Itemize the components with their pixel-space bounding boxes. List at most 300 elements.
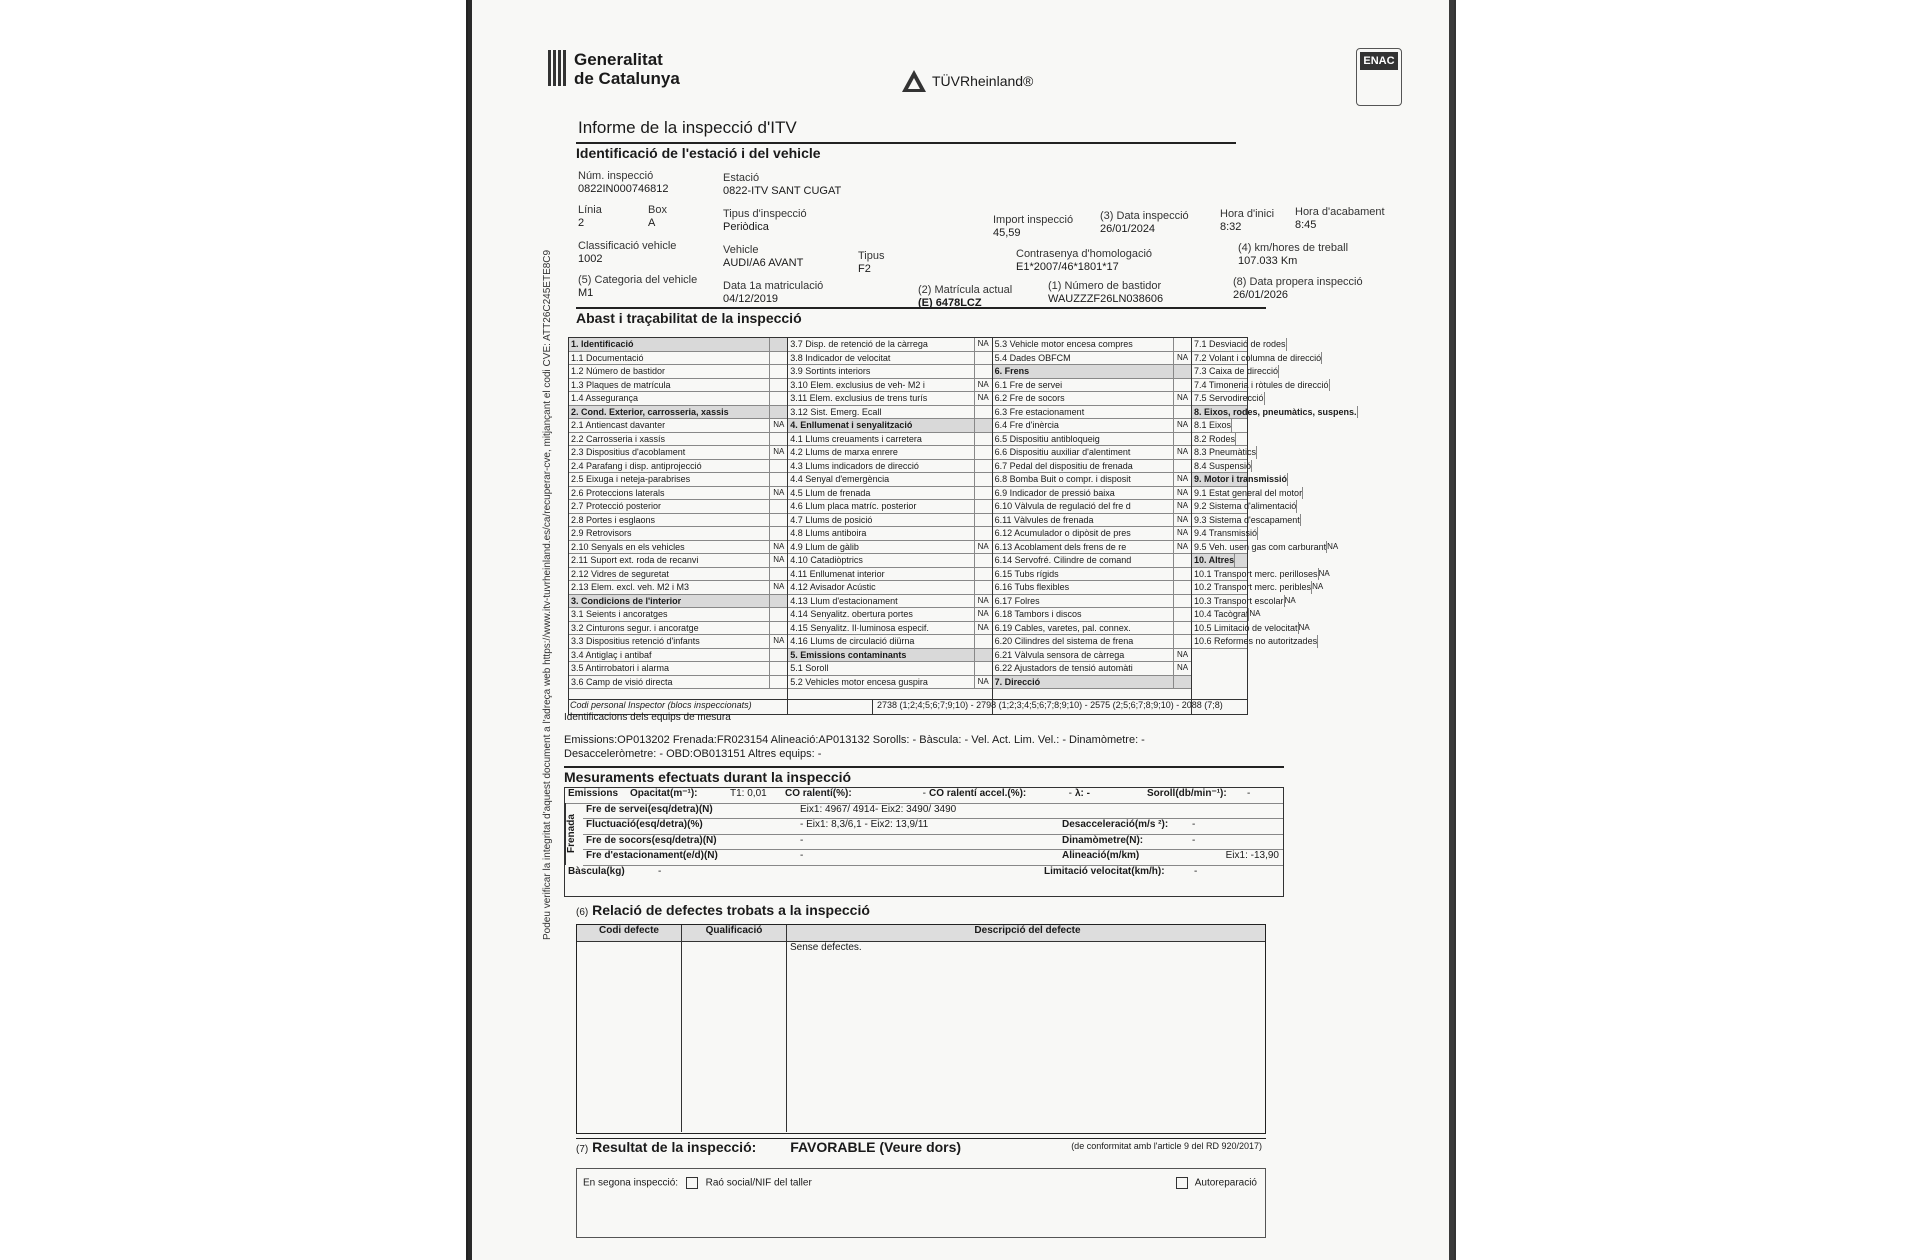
abast-item-label: 8. Eixos, rodes, pneumàtics, suspens. (1194, 406, 1357, 417)
inspector-code-value: 2738 (1;2;4;5;6;7;9;10) - 2798 (1;2;3;4;5;6;7;8;9;10) - 2575 (2;5;6;7;8;9;10) - 2088 (7;8) (877, 700, 1223, 710)
abast-item (569, 622, 787, 636)
alineacio-value: Eix1: -13,90 (1225, 850, 1279, 861)
abast-item (788, 568, 991, 582)
abast-item-label: 6.10 Vàlvula de regulació del fre d (994, 501, 1131, 511)
abast-item-label: 6.12 Acumulador o dipòsit de pres (994, 528, 1131, 538)
abast-item-status (974, 662, 992, 675)
abast-item-status: NA (1326, 541, 1338, 554)
abast-item (569, 635, 787, 649)
abast-item (788, 487, 991, 501)
abast-item-status (769, 500, 787, 513)
inspector-code-label: Codi personal Inspector (blocs inspeccionats) (568, 700, 873, 715)
abast-item-status (1257, 527, 1258, 540)
abast-item (788, 608, 991, 622)
abast-item-status (1173, 379, 1191, 392)
abast-item-status (1173, 568, 1191, 581)
abast-item (788, 649, 991, 663)
abast-item-label: 4. Enllumenat i senyalització (790, 420, 913, 430)
defects-codi-cell (577, 942, 682, 1132)
data-label: (3) Data inspecció (1100, 210, 1189, 222)
abast-item-label: 3.7 Disp. de retenció de la càrrega (790, 339, 928, 349)
abast-item-label: 3.9 Sortints interiors (790, 366, 871, 376)
abast-item-status (974, 554, 992, 567)
abast-item (788, 541, 991, 555)
abast-item-label: 9.3 Sistema d'escapament (1194, 514, 1300, 525)
abast-item-label: 7. Direcció (994, 676, 1041, 687)
abast-item-status (974, 500, 992, 513)
abast-item-label: 2. Cond. Exterior, carrosseria, xassis (571, 406, 729, 417)
emissions-label: Emissions (568, 788, 619, 799)
abast-item (993, 473, 1191, 487)
abast-item-label: 3.11 Elem. exclusius de trens turís (790, 393, 928, 403)
abast-item-label: 4.12 Avisador Acústic (790, 582, 876, 592)
abast-item (1192, 338, 1286, 352)
bastidor-value: WAUZZZF26LN038606 (1048, 293, 1164, 305)
abast-item (993, 608, 1191, 622)
abast-item-status (974, 460, 992, 473)
abast-item-status (1234, 554, 1247, 567)
estacio-label: Estació (723, 172, 760, 184)
abast-item (569, 662, 787, 676)
abast-item (1192, 595, 1296, 609)
abast-item (788, 500, 991, 514)
defects-table (576, 924, 1266, 1134)
bascula-label: Bàscula(kg) (568, 865, 625, 877)
abast-item (1192, 541, 1339, 555)
abast-item-status (974, 581, 992, 594)
abast-item-label: 3.12 Sist. Emerg. Ecall (790, 406, 882, 417)
abast-item (993, 635, 1191, 649)
abast-item-label: 6.22 Ajustadors de tensió automàti (994, 663, 1133, 673)
matricula-label: (2) Matrícula actual (918, 284, 1013, 296)
abast-item-status: NA (1173, 541, 1191, 554)
abast-item (788, 433, 991, 447)
abast-item-status (1302, 487, 1303, 500)
matricula-value: (E) 6478LCZ (918, 297, 982, 309)
fre-socors-row (583, 835, 1283, 851)
abast-item-status: NA (769, 581, 787, 594)
limitacio-value: - (1194, 865, 1198, 877)
data-value: 26/01/2024 (1100, 223, 1156, 235)
abast-item (993, 541, 1191, 555)
abast-item-label: 9.1 Estat general del motor (1194, 487, 1303, 498)
abast-item-label: 10.5 Limitació de velocitat (1194, 622, 1298, 633)
segona-label: En segona inspecció: (583, 1177, 679, 1189)
fluctuacio-label: Fluctuació(esq/detra)(%) (586, 819, 703, 830)
data-mat-label: Data 1a matriculació (723, 280, 824, 292)
contrasenya-value: E1*2007/46*1801*17 (1016, 261, 1119, 273)
dinamometre-label: Dinamòmetre(N): (1062, 834, 1144, 846)
abast-item (569, 676, 787, 690)
abast-item (1192, 568, 1330, 582)
abast-item-status (1173, 581, 1191, 594)
co-ralenti-label: CO ralentí(%): (785, 788, 852, 799)
abast-item-label: 5.2 Vehicles motor encesa guspira (790, 676, 928, 687)
abast-item-label: 9.5 Veh. usen gas com carburant (1194, 541, 1327, 552)
abast-item (993, 649, 1191, 663)
abast-item-status (1256, 446, 1257, 459)
abast-item-status (1286, 338, 1287, 351)
abast-item-status: NA (974, 608, 992, 621)
fre-estac-label: Fre d'estacionament(e/d)(N) (586, 850, 718, 861)
abast-item-status: NA (1318, 568, 1330, 581)
taller-checkbox[interactable] (686, 1177, 698, 1189)
generalitat-emblem-icon (548, 50, 566, 86)
org-line2: de Catalunya (574, 69, 680, 88)
abast-item (993, 554, 1191, 568)
abast-item-label: 1.1 Documentació (571, 352, 644, 363)
defects-col-codi: Codi defecte (577, 925, 682, 941)
abast-item-label: 6.2 Fre de socors (994, 393, 1065, 403)
abast-item-label: 8.3 Pneumàtics (1194, 447, 1257, 457)
abast-item-label: 1.4 Assegurança (571, 393, 639, 403)
abast-item (569, 500, 787, 514)
vehicle-label: Vehicle (723, 244, 759, 256)
abast-item-label: 6.7 Pedal del dispositiu de frenada (994, 460, 1133, 471)
abast-item-status (769, 527, 787, 540)
abast-item (569, 527, 787, 541)
abast-item-label: 9. Motor i transmissió (1194, 474, 1288, 484)
abast-item-status (769, 392, 787, 405)
abast-item (1192, 460, 1252, 474)
propera-value: 26/01/2026 (1233, 289, 1289, 301)
abast-item-status (769, 649, 787, 662)
abast-item-status: NA (974, 541, 992, 554)
limitacio-label: Limitació velocitat(km/h): (1044, 865, 1165, 877)
abast-item-label: 3.10 Elem. exclusius de veh- M2 i (790, 379, 925, 390)
abast-item (993, 527, 1191, 541)
abast-item-label: 8.2 Rodes (1194, 433, 1236, 444)
abast-item-status: NA (769, 554, 787, 567)
import-value: 45,59 (993, 227, 1021, 239)
abast-col-2 (788, 338, 992, 714)
fre-servei-value: Eix1: 4967/ 4914- Eix2: 3490/ 3490 (800, 803, 957, 815)
resultat-number: (7) (576, 1144, 589, 1155)
abast-item-status: NA (1248, 608, 1260, 621)
abast-item-status: NA (769, 541, 787, 554)
abast-item-label: 6.20 Cilindres del sistema de frena (994, 636, 1134, 646)
abast-item-status (974, 635, 992, 648)
abast-item (993, 365, 1191, 379)
paper-right-edge (1449, 0, 1454, 1260)
abast-item (1192, 446, 1257, 460)
abast-item-label: 6.8 Bomba Buit o compr. i disposit (994, 474, 1131, 484)
categoria-label: (5) Categoria del vehicle (578, 274, 698, 286)
abast-item-label: 2.1 Antiencast davanter (571, 420, 666, 430)
abast-item (788, 662, 991, 676)
abast-item-label: 7.4 Timoneria i ròtules de direcció (1194, 379, 1329, 390)
autoreparacio-checkbox[interactable] (1176, 1177, 1188, 1189)
abast-item (993, 500, 1191, 514)
abast-item-status (1173, 433, 1191, 446)
abast-item-status (974, 446, 992, 459)
abast-item (569, 649, 787, 663)
abast-item-status (1173, 406, 1191, 419)
abast-item (993, 676, 1191, 690)
abast-item (993, 581, 1191, 595)
abast-item-label: 6.13 Acoblament dels frens de re (994, 541, 1127, 552)
data-mat-value: 04/12/2019 (723, 293, 779, 305)
abast-item (788, 460, 991, 474)
abast-item-label: 3.6 Camp de visió directa (571, 676, 673, 687)
abast-item-label: 4.5 Llum de frenada (790, 487, 871, 498)
equips-line-2: Desacceleròmetre: - OBD:OB013151 Altres equips: - (564, 748, 822, 760)
abast-item-label: 7.5 Servodirecció (1194, 393, 1264, 403)
desacc-value: - (1192, 819, 1196, 830)
tipus-insp-label: Tipus d'inspecció (723, 208, 807, 220)
linia-value: 2 (578, 217, 585, 229)
abast-item-status: NA (1173, 487, 1191, 500)
abast-item-label: 4.9 Llum de gàlib (790, 541, 859, 552)
abast-item-status (769, 622, 787, 635)
abast-item-label: 5.4 Dades OBFCM (994, 352, 1071, 363)
hora-ini-value: 8:32 (1220, 221, 1242, 233)
fre-servei-label: Fre de servei(esq/detra)(N) (586, 803, 713, 815)
abast-item-label: 6.21 Vàlvula sensora de càrrega (994, 649, 1125, 660)
abast-col-1 (569, 338, 788, 714)
abast-item-status (974, 527, 992, 540)
abast-item-label: 6.6 Dispositiu auxiliar d'alentiment (994, 447, 1131, 457)
abast-item-status (974, 568, 992, 581)
enac-logo (1356, 48, 1402, 106)
co-ralenti-value: - (922, 788, 926, 799)
abast-item-status: NA (769, 419, 787, 432)
hora-fi-value: 8:45 (1295, 219, 1317, 231)
abast-item (569, 541, 787, 555)
abast-item (788, 379, 991, 393)
abast-item-status: NA (1173, 514, 1191, 527)
abast-item-status: NA (1173, 446, 1191, 459)
defects-col-desc: Descripció del defecte (974, 925, 1081, 936)
abast-item (1192, 365, 1279, 379)
abast-item (569, 352, 787, 366)
abast-item (788, 406, 991, 420)
fre-socors-label: Fre de socors(esq/detra)(N) (586, 834, 717, 846)
abast-item (569, 487, 787, 501)
abast-item (993, 622, 1191, 636)
abast-item-label: 2.5 Eixuga i neteja-parabrises (571, 474, 691, 484)
abast-item (788, 446, 991, 460)
abast-item-label: 8.1 Eixos (1194, 420, 1232, 430)
second-inspection-box (576, 1168, 1266, 1238)
bascula-value: - (658, 865, 662, 877)
abast-item-label: 1. Identificació (571, 339, 634, 349)
abast-item-label: 4.6 Llum placa matríc. posterior (790, 501, 917, 511)
defects-body (577, 942, 1265, 1132)
abast-item (1192, 473, 1288, 487)
tipus-insp-value: Periòdica (723, 221, 769, 233)
abast-item-label: 3. Condicions de l'interior (571, 595, 682, 606)
abast-item-status (769, 473, 787, 486)
abast-item-status (974, 433, 992, 446)
abast-item (993, 568, 1191, 582)
abast-item-label: 7.1 Desviació de rodes (1194, 339, 1286, 349)
abast-item (788, 527, 991, 541)
abast-item-status (769, 662, 787, 675)
abast-item-status (769, 568, 787, 581)
abast-item-label: 2.2 Carrosseria i xassís (571, 433, 666, 444)
auto-label: Autoreparació (1194, 1177, 1257, 1189)
abast-item-label: 5.3 Vehicle motor encesa compres (994, 339, 1133, 349)
abast-item (1192, 487, 1303, 501)
abast-item-label: 10.4 Tacògraf (1194, 609, 1249, 619)
opacitat-label: Opacitat(m⁻¹): (630, 788, 698, 799)
abast-item-status (1173, 554, 1191, 567)
abast-grid (568, 337, 1357, 715)
co-accel-label: CO ralentí accel.(%): (929, 788, 1027, 799)
abast-item (1192, 406, 1357, 420)
hora-fi-label: Hora d'acabament (1295, 206, 1385, 218)
tipus-value: F2 (858, 263, 871, 275)
inspection-report-sheet (468, 0, 1454, 1260)
abast-item-label: 2.10 Senyals en els vehicles (571, 541, 685, 552)
abast-item (569, 608, 787, 622)
abast-item (788, 581, 991, 595)
abast-item (1192, 554, 1247, 568)
num-value: 0822IN000746812 (578, 183, 669, 195)
soroll-label: Soroll(db/min⁻¹): (1147, 788, 1227, 799)
linia-label: Línia (578, 204, 602, 216)
section-mesures-title: Mesuraments efectuats durant la inspecció (564, 766, 1284, 785)
abast-item-label: 6.19 Cables, varetes, pal. connex. (994, 622, 1131, 633)
abast-item (569, 379, 787, 393)
num-label: Núm. inspecció (578, 170, 654, 182)
abast-item-status (974, 419, 992, 432)
abast-item-status (1173, 676, 1191, 689)
abast-item (569, 338, 787, 352)
abast-item (993, 433, 1191, 447)
dinamometre-value: - (1192, 834, 1196, 846)
abast-item-status: NA (1284, 595, 1296, 608)
measurements-table (564, 787, 1284, 897)
abast-item-label: 5. Emissions contaminants (790, 649, 907, 660)
abast-item (788, 473, 991, 487)
abast-item-label: 6.14 Servofré. Cilindre de comand (994, 555, 1132, 565)
abast-item-label: 6.16 Tubs flexibles (994, 582, 1070, 592)
abast-item (569, 568, 787, 582)
abast-item (993, 446, 1191, 460)
abast-item-label: 6.4 Fre d'inèrcia (994, 420, 1059, 430)
contrasenya-label: Contrasenya d'homologació (1016, 248, 1153, 260)
tuv-label: TÜVRheinland® (932, 73, 1034, 89)
resultat-note: (de conformitat amb l'article 9 del RD 920/2017) (1071, 1141, 1262, 1151)
abast-item-status: NA (974, 676, 992, 689)
estacio-value: 0822-ITV SANT CUGAT (723, 185, 842, 197)
abast-item-label: 10.1 Transport merc. perilloses (1194, 568, 1318, 579)
abast-item (993, 487, 1191, 501)
abast-item-status (974, 406, 992, 419)
abast-item-label: 7.3 Caixa de direcció (1194, 366, 1279, 376)
abast-item-status (1251, 460, 1252, 473)
categoria-value: M1 (578, 287, 594, 299)
rao-label: Raó social/NIF del taller (705, 1177, 812, 1189)
abast-item (993, 662, 1191, 676)
abast-item (569, 365, 787, 379)
abast-item (1192, 500, 1297, 514)
abast-item-status (769, 365, 787, 378)
abast-item (993, 379, 1191, 393)
abast-item-status: NA (769, 635, 787, 648)
paper-left-edge (468, 0, 472, 1260)
abast-item-status (974, 487, 992, 500)
abast-item (569, 460, 787, 474)
bastidor-label: (1) Número de bastidor (1048, 280, 1162, 292)
abast-item-status: NA (769, 487, 787, 500)
import-label: Import inspecció (993, 214, 1074, 226)
abast-item-status (769, 338, 787, 351)
abast-item-status: NA (1173, 662, 1191, 675)
abast-item-label: 2.7 Protecció posterior (571, 501, 662, 511)
km-value: 107.033 Km (1238, 255, 1298, 267)
abast-item (1192, 635, 1318, 649)
abast-item-label: 2.4 Parafang i disp. antiprojecció (571, 460, 702, 471)
abast-item-status (974, 514, 992, 527)
abast-item-label: 3.4 Antiglaç i antibaf (571, 649, 652, 660)
abast-item-label: 9.4 Transmissió (1194, 528, 1258, 538)
org-line1: Generalitat (574, 50, 663, 69)
abast-col-3 (993, 338, 1192, 714)
propera-label: (8) Data propera inspecció (1233, 276, 1363, 288)
abast-item-label: 10.3 Transport escolar (1194, 595, 1284, 606)
abast-item-status: NA (1173, 649, 1191, 662)
abast-item-status (769, 379, 787, 392)
alineacio-label: Alineació(m/km) (1062, 850, 1140, 861)
abast-item-status (1173, 338, 1191, 351)
abast-item-label: 3.5 Antirrobatori i alarma (571, 663, 670, 673)
soroll-value: - (1247, 788, 1251, 799)
abast-item-status: NA (1173, 473, 1191, 486)
abast-item-status (1173, 365, 1191, 378)
equips-line-1: Emissions:OP013202 Frenada:FR023154 Alineació:AP013132 Sorolls: - Bàscula: - Vel. Act. Lim. Vel.: - Dinamòmetre: - (564, 734, 1145, 746)
abast-item (569, 406, 787, 420)
vehicle-value: AUDI/A6 AVANT (723, 257, 804, 269)
abast-item-label: 3.8 Indicador de velocitat (790, 352, 891, 363)
abast-item (569, 392, 787, 406)
abast-item (1192, 392, 1264, 406)
abast-item-label: 9.2 Sistema d'alimentació (1194, 501, 1297, 511)
desacc-label: Desacceleració(m/s ²): (1062, 819, 1169, 830)
abast-item-label: 2.11 Suport ext. roda de recanvi (571, 555, 699, 565)
hora-ini-label: Hora d'inici (1220, 208, 1275, 220)
abast-item (993, 406, 1191, 420)
abast-item (993, 419, 1191, 433)
abast-item (788, 514, 991, 528)
lambda-label: λ: - (1075, 788, 1090, 799)
abast-item-label: 4.7 Llums de posició (790, 514, 873, 525)
abast-item (569, 595, 787, 609)
abast-item-label: 2.8 Portes i esglaons (571, 514, 656, 525)
bascula-row (565, 866, 1283, 882)
abast-item (993, 460, 1191, 474)
abast-item (569, 473, 787, 487)
abast-item-status (1317, 635, 1318, 648)
abast-item-status (769, 433, 787, 446)
abast-item-label: 4.2 Llums de marxa enrere (790, 447, 898, 457)
abast-item (993, 338, 1191, 352)
abast-item (993, 514, 1191, 528)
abast-item (993, 392, 1191, 406)
abast-item-status (769, 595, 787, 608)
abast-item (1192, 379, 1329, 393)
abast-item-label: 4.10 Catadiòptrics (790, 555, 863, 565)
abast-item (569, 446, 787, 460)
tipus-label: Tipus (858, 250, 885, 262)
abast-item-label: 3.1 Seients i ancoratges (571, 609, 668, 619)
abast-item (788, 338, 991, 352)
t1-value: T1: 0,01 (730, 788, 767, 799)
report-title: Informe de la inspecció d'ITV (578, 118, 797, 137)
abast-item-status: NA (769, 446, 787, 459)
